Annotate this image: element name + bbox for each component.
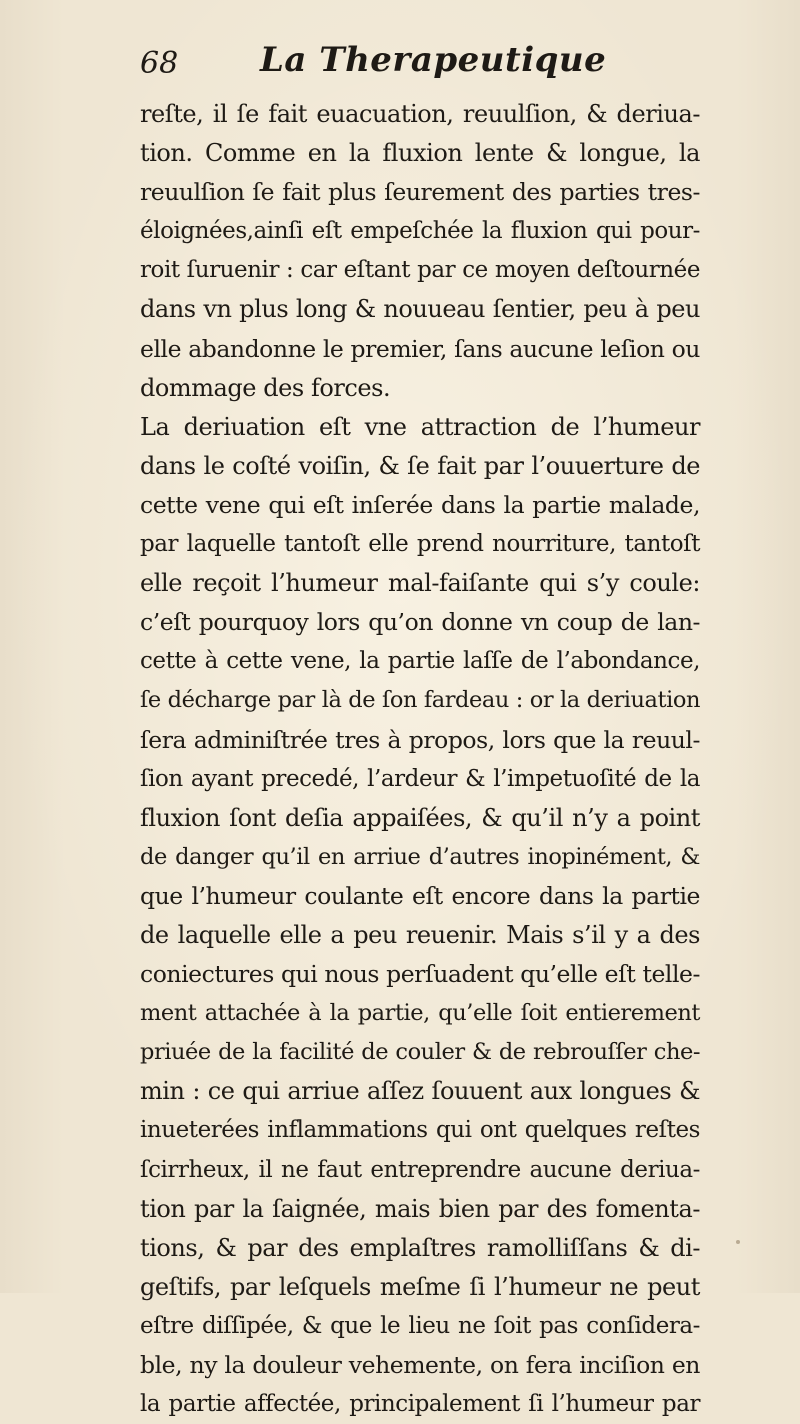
text-line: eſtre diſſipée, & que le lieu ne ſoit pas conſidera- [140,1312,700,1339]
text-line: dommage des forces. [140,373,391,402]
text-line: tion. Comme en la fluxion lente & longue, la [140,139,700,168]
text-line: geſtifs, par leſquels meſme ſi l’humeur ne peut [140,1272,700,1301]
text-line: roit ſuruenir : car eſtant par ce moyen deſtournée [140,257,700,284]
text-line: priuée de la facilité de couler & de rebrouſſer che- [140,1039,700,1066]
text-line: coniectures qui nous perſuadent qu’elle eſt telle- [140,960,700,989]
text-line: cette vene qui eſt inſerée dans la partie malade, [140,490,700,519]
text-line: fluxion ſont deſia appaiſées, & qu’il n’y a point [140,803,700,832]
text-line: ſera adminiſtrée tres à propos, lors que la reuul- [140,725,700,754]
text-line: min : ce qui arriue aſſez ſouuent aux longues & [140,1077,700,1106]
paper-speck [736,1240,740,1244]
text-line: par laquelle tantoſt elle prend nourriture, tantoſt [140,531,700,558]
text-line: de danger qu’il en arriue d’autres inopinément, & [140,843,700,870]
text-line: La deriuation eſt vne attraction de l’humeur [140,412,700,441]
text-line: la partie affectée, principalement ſi l’humeur par [140,1391,700,1418]
text-line: ſion ayant precedé, l’ardeur & l’impetuoſité de la [140,765,700,792]
text-line: que l’humeur coulante eſt encore dans la partie [140,881,700,910]
text-line: elle reçoit l’humeur mal-faiſante qui s’y coule: [140,569,700,598]
text-line: tion par la ſaignée, mais bien par des fomenta- [140,1194,700,1223]
text-line: ble, ny la douleur vehemente, on fera inciſion en [140,1351,700,1379]
text-line: inueterées inflammations qui ont quelques reſtes [140,1117,700,1144]
text-line: de laquelle elle a peu reuenir. Mais s’il y a des [140,920,700,949]
text-line: reuulſion ſe fait plus ſeurement des parties tres- [140,178,700,207]
body-text [140,95,700,1424]
text-line: c’eſt pourquoy lors qu’on donne vn coup de lan- [140,608,700,637]
text-line: éloignées,ainſi eſt empeſchée la fluxion qui pour- [140,218,700,245]
text-line: dans le coſté voiſin, & ſe fait par l’ouuerture de [140,451,700,480]
text-line: ſe décharge par là de ſon fardeau : or la deriuation [140,687,700,714]
text-line: tions, & par des emplaſtres ramolliſſans & di- [140,1233,700,1262]
running-title: La Therapeutique [260,40,607,80]
text-line: cette à cette vene, la partie laſſe de l’abondance, [140,648,700,675]
text-line: reſte, il ſe fait euacuation, reuulſion, & deriua- [140,100,700,128]
text-line: ſcirrheux, il ne faut entreprendre aucune deriua- [140,1156,700,1183]
text-line: elle abandonne le premier, ſans aucune leſion ou [140,334,700,363]
text-line: ment attachée à la partie, qu’elle ſoit entierement [140,1000,700,1027]
page-header [140,40,700,90]
text-line: dans vn plus long & nouueau ſentier, peu à peu [140,295,700,324]
page-number: 68 [140,46,179,81]
